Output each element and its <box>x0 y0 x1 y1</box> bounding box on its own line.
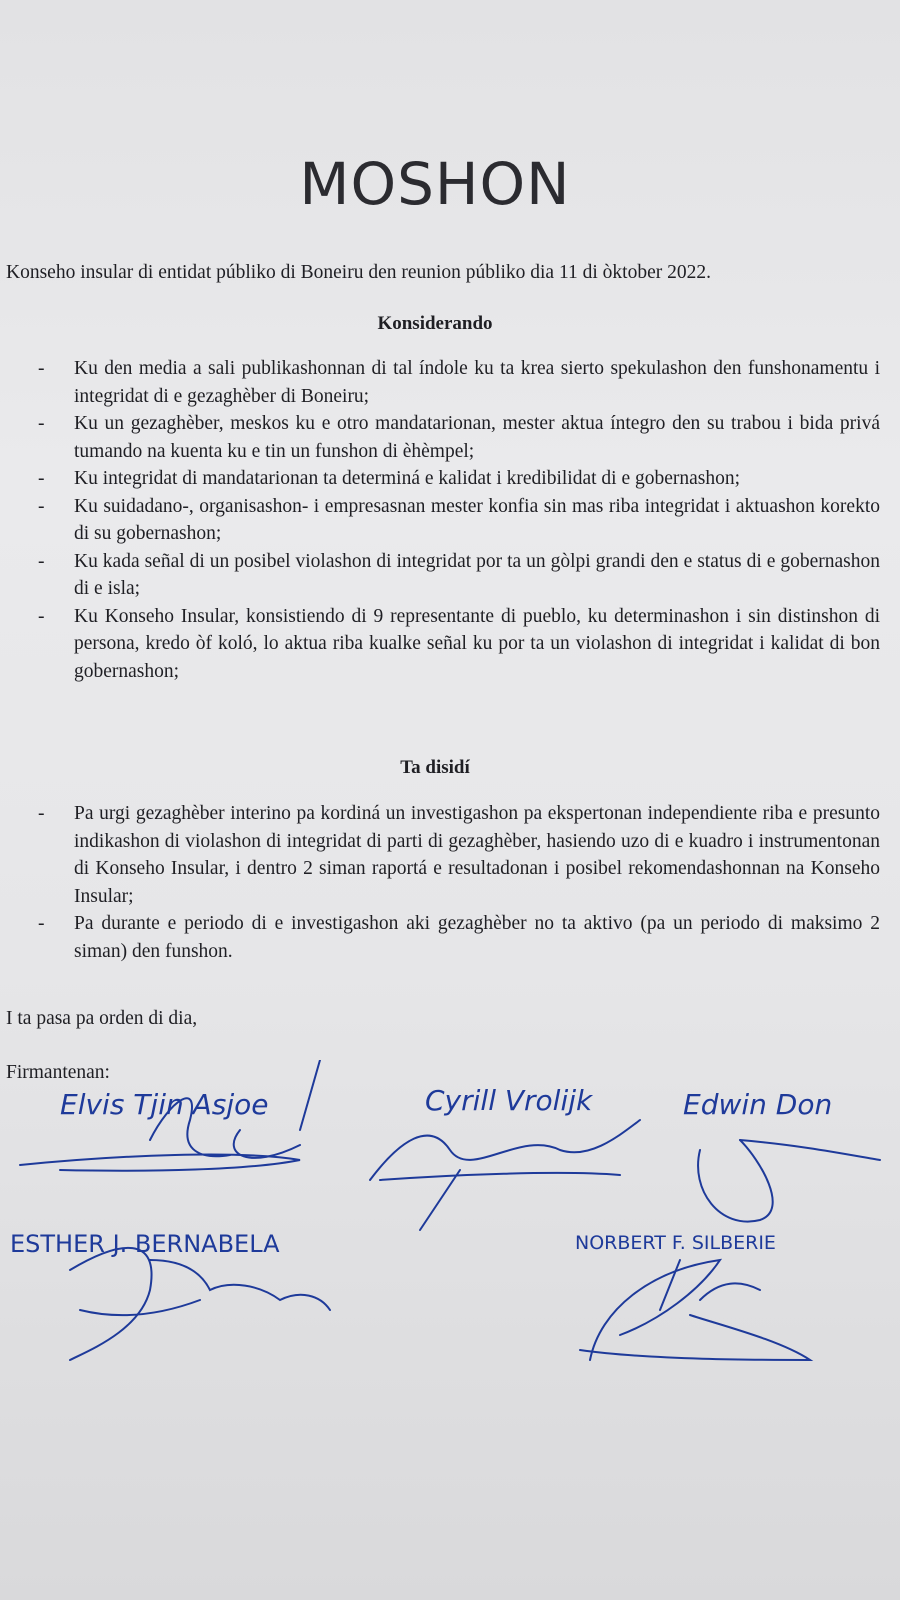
signatories-label: Firmantenan: <box>6 1062 110 1083</box>
document-title: MOSHON <box>299 150 571 218</box>
signature-name-3: Edwin Don <box>683 1088 833 1121</box>
considerando-heading: Konsiderando <box>377 313 493 334</box>
signature-name-2: Cyrill Vrolijk <box>425 1084 593 1117</box>
signature-name-5: NORBERT F. SILBERIE <box>575 1232 776 1254</box>
list-item: - Ku kada señal di un posibel violashon di integridat por ta un gòlpi grandi den e status di e gobernashon di e isla; <box>38 550 880 599</box>
list-item: - Ku integridat di mandatarionan ta determiná e kalidat i kredibilidat di e gobernashon; <box>38 468 741 489</box>
closing-text: I ta pasa pa orden di dia, <box>6 1008 198 1029</box>
list-item: - Ku Konseho Insular, konsistiendo di 9 representante di pueblo, ku determinashon i sin distinshon di persona, kredo òf koló, lo aktua riba kualke señal ku por ta un violashon di integridat i kalidat di bon gobernashon; <box>38 605 880 682</box>
signature-name-1: Elvis Tjin Asjoe <box>60 1088 269 1121</box>
signature-name-4: ESTHER J. BERNABELA <box>10 1230 280 1258</box>
ta-disidi-heading: Ta disidí <box>400 757 470 778</box>
list-item: - Ku un gezaghèber, meskos ku e otro mandatarionan, mester aktua íntegro den su trabou i bida privá tumando na kuenta ku e tin un funshon di èhèmpel; <box>38 413 880 462</box>
list-item: - Pa urgi gezaghèber interino pa kordiná un investigashon pa ekspertonan independiente riba e presunto indikashon di violashon di integridat di parti di gezaghèber, hasiendo uzo di e kuadro i instrumentonan di Konseho Insular, i dentro 2 siman raportá e resultadonan i posibel rekomendashonnan na Konseho Insular; <box>38 803 880 907</box>
intro-text: Konseho insular di entidat públiko di Boneiru den reunion públiko dia 11 di òktober 2022. <box>6 262 711 283</box>
ta-disidi-list <box>38 800 880 965</box>
list-item: - Ku suidadano-, organisashon- i empresasnan mester konfia sin mas riba integridat i aktuashon korekto di su gobernashon; <box>38 495 880 544</box>
considerando-list <box>38 355 880 685</box>
list-item: - Pa durante e periodo di e investigashon aki gezaghèber no ta aktivo (pa un periodo di maksimo 2 siman) den funshon. <box>38 913 880 962</box>
signature-area <box>0 1060 900 1420</box>
list-item: - Ku den media a sali publikashonnan di tal índole ku ta krea sierto spekulashon den funshonamentu i integridat di e gezaghèber di Boneiru; <box>38 358 880 407</box>
